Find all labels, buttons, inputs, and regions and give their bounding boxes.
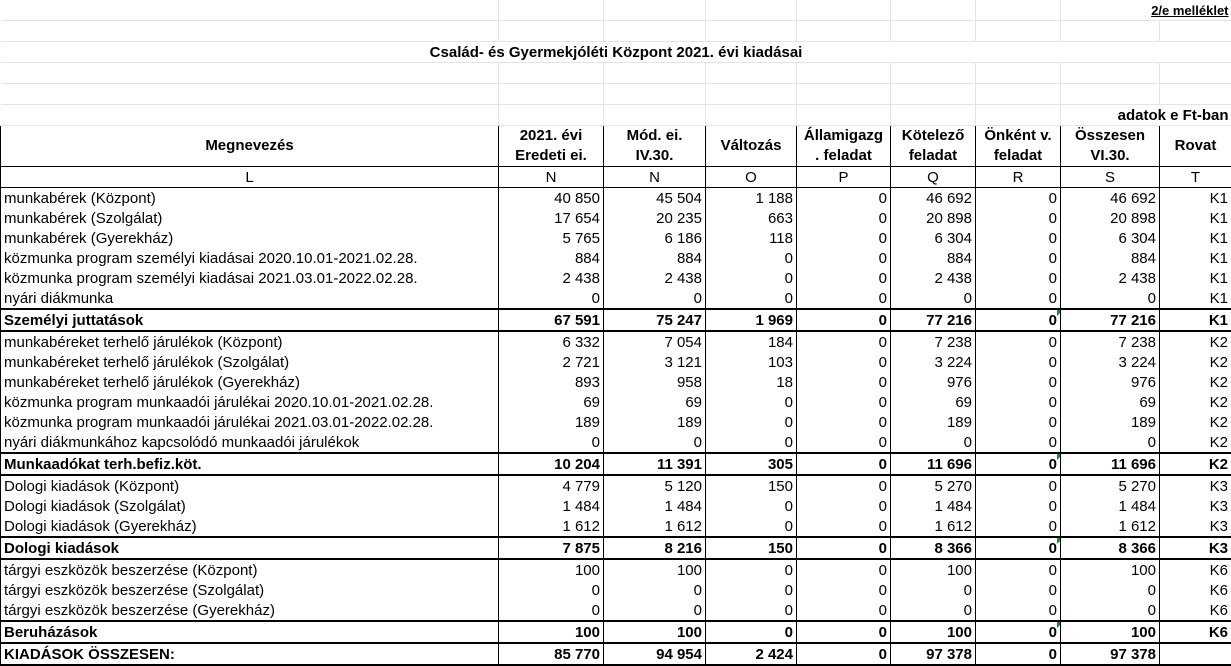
value-cell: 0	[797, 248, 891, 268]
column-letter: O	[706, 167, 797, 188]
rovat-cell	[1160, 643, 1231, 665]
value-cell: 0	[976, 188, 1061, 209]
subtotal-row	[1, 309, 1231, 331]
column-letter: N	[604, 167, 706, 188]
value-cell: 0	[706, 288, 797, 309]
rovat-cell: K1	[1160, 268, 1231, 288]
rovat-cell: K2	[1160, 432, 1231, 453]
value-cell: 0	[604, 580, 706, 600]
value-cell: 0	[1061, 432, 1160, 453]
rovat-cell: K6	[1160, 559, 1231, 580]
value-cell: 6 304	[891, 228, 976, 248]
value-cell: 0	[706, 248, 797, 268]
header-row	[1, 126, 1231, 167]
value-cell: 189	[1061, 412, 1160, 432]
value-cell: 0	[976, 352, 1061, 372]
annex-label: 2/e melléklet	[1061, 0, 1231, 21]
value-cell: 0	[976, 621, 1061, 643]
subtotal-row	[1, 453, 1231, 475]
value-cell: 0	[976, 288, 1061, 309]
value-cell: 7 875	[499, 537, 604, 559]
value-cell: 0	[976, 392, 1061, 412]
value-cell: 0	[706, 432, 797, 453]
value-cell: 0	[797, 392, 891, 412]
value-cell: 69	[604, 392, 706, 412]
title-row	[1, 42, 1231, 63]
column-letter: Q	[891, 167, 976, 188]
value-cell: 1 188	[706, 188, 797, 209]
value-cell: 5 270	[1061, 475, 1160, 496]
value-cell: 0	[706, 559, 797, 580]
table-row	[1, 580, 1231, 600]
value-cell: 20 898	[891, 208, 976, 228]
row-label: tárgyi eszközök beszerzése (Szolgálat)	[1, 580, 499, 600]
value-cell: 46 692	[891, 188, 976, 209]
rovat-cell: K1	[1160, 248, 1231, 268]
value-cell: 0	[1061, 600, 1160, 621]
rovat-cell: K1	[1160, 208, 1231, 228]
subtotal-row	[1, 621, 1231, 643]
value-cell: 0	[706, 580, 797, 600]
row-label: munkabéreket terhelő járulékok (Központ)	[1, 331, 499, 352]
table-row	[1, 248, 1231, 268]
value-cell: 4 779	[499, 475, 604, 496]
unit-note: adatok e Ft-ban	[1061, 105, 1231, 126]
table-row	[1, 496, 1231, 516]
value-cell: 0	[797, 621, 891, 643]
value-cell: 0	[499, 288, 604, 309]
rovat-cell: K3	[1160, 475, 1231, 496]
value-cell: 100	[604, 621, 706, 643]
value-cell: 884	[499, 248, 604, 268]
value-cell: 0	[706, 496, 797, 516]
value-cell: 1 612	[1061, 516, 1160, 537]
value-cell: 1 484	[891, 496, 976, 516]
header-cell: 2021. évi Eredeti ei.	[499, 126, 604, 167]
value-cell: 5 765	[499, 228, 604, 248]
value-cell: 11 696	[1061, 453, 1160, 475]
value-cell: 184	[706, 331, 797, 352]
table-row	[1, 352, 1231, 372]
table-row	[1, 228, 1231, 248]
table-row	[1, 516, 1231, 537]
value-cell: 0	[797, 453, 891, 475]
value-cell: 100	[891, 621, 976, 643]
value-cell: 189	[604, 412, 706, 432]
row-label: közmunka program munkaadói járulékai 2020.10.01-2021.02.28.	[1, 392, 499, 412]
row-label: közmunka program személyi kiadásai 2021.03.01-2022.02.28.	[1, 268, 499, 288]
value-cell: 893	[499, 372, 604, 392]
value-cell: 17 654	[499, 208, 604, 228]
row-label: tárgyi eszközök beszerzése (Központ)	[1, 559, 499, 580]
rovat-cell: K1	[1160, 228, 1231, 248]
value-cell: 100	[1061, 559, 1160, 580]
value-cell: 0	[797, 412, 891, 432]
subtotal-row	[1, 537, 1231, 559]
value-cell: 305	[706, 453, 797, 475]
value-cell: 85 770	[499, 643, 604, 665]
value-cell: 0	[976, 372, 1061, 392]
value-cell: 8 216	[604, 537, 706, 559]
column-letter: R	[976, 167, 1061, 188]
rovat-cell: K2	[1160, 352, 1231, 372]
table-row	[1, 288, 1231, 309]
row-label: nyári diákmunkához kapcsolódó munkaadói járulékok	[1, 432, 499, 453]
rovat-cell: K2	[1160, 412, 1231, 432]
value-cell: 2 721	[499, 352, 604, 372]
rovat-cell: K3	[1160, 496, 1231, 516]
value-cell: 0	[976, 228, 1061, 248]
value-cell: 69	[499, 392, 604, 412]
value-cell: 0	[797, 268, 891, 288]
value-cell: 69	[891, 392, 976, 412]
value-cell: 0	[976, 331, 1061, 352]
row-label: Dologi kiadások (Szolgálat)	[1, 496, 499, 516]
column-letter: P	[797, 167, 891, 188]
value-cell: 0	[706, 412, 797, 432]
row-label: tárgyi eszközök beszerzése (Gyerekház)	[1, 600, 499, 621]
value-cell: 0	[976, 516, 1061, 537]
rovat-cell: K2	[1160, 392, 1231, 412]
rovat-cell: K1	[1160, 309, 1231, 331]
value-cell: 46 692	[1061, 188, 1160, 209]
value-cell: 0	[797, 600, 891, 621]
value-cell: 0	[976, 475, 1061, 496]
rovat-cell: K2	[1160, 372, 1231, 392]
row-label: Dologi kiadások (Gyerekház)	[1, 516, 499, 537]
row-label: Beruházások	[1, 621, 499, 643]
value-cell: 0	[797, 208, 891, 228]
value-cell: 0	[976, 208, 1061, 228]
value-cell: 77 216	[1061, 309, 1160, 331]
row-label: közmunka program munkaadói járulékai 2021.03.01-2022.02.28.	[1, 412, 499, 432]
table-row	[1, 600, 1231, 621]
header-cell: Rovat	[1160, 126, 1231, 167]
rovat-cell: K2	[1160, 331, 1231, 352]
value-cell: 976	[1061, 372, 1160, 392]
value-cell: 100	[499, 559, 604, 580]
rovat-cell: K2	[1160, 453, 1231, 475]
value-cell: 6 332	[499, 331, 604, 352]
table-row	[1, 268, 1231, 288]
header-cell: Mód. ei. IV.30.	[604, 126, 706, 167]
value-cell: 0	[976, 248, 1061, 268]
value-cell: 69	[1061, 392, 1160, 412]
annex-row	[1, 0, 1231, 21]
value-cell: 0	[797, 559, 891, 580]
value-cell: 150	[706, 537, 797, 559]
unit-row	[1, 105, 1231, 126]
value-cell: 0	[604, 432, 706, 453]
header-cell: Kötelező feladat	[891, 126, 976, 167]
value-cell: 0	[797, 228, 891, 248]
value-cell: 11 391	[604, 453, 706, 475]
row-label: Dologi kiadások (Központ)	[1, 475, 499, 496]
row-label: munkabérek (Központ)	[1, 188, 499, 209]
table-row	[1, 432, 1231, 453]
table-row	[1, 559, 1231, 580]
row-label: közmunka program személyi kiadásai 2020.10.01-2021.02.28.	[1, 248, 499, 268]
page-title: Család- és Gyermekjóléti Központ 2021. évi kiadásai	[1, 42, 1231, 63]
value-cell: 8 366	[1061, 537, 1160, 559]
value-cell: 0	[499, 432, 604, 453]
value-cell: 5 270	[891, 475, 976, 496]
table-row	[1, 412, 1231, 432]
header-cell: Megnevezés	[1, 126, 499, 167]
rovat-cell: K3	[1160, 516, 1231, 537]
value-cell: 0	[797, 352, 891, 372]
row-label: Munkaadókat terh.befiz.köt.	[1, 453, 499, 475]
value-cell: 103	[706, 352, 797, 372]
value-cell: 1 969	[706, 309, 797, 331]
column-letter: N	[499, 167, 604, 188]
table-row	[1, 475, 1231, 496]
value-cell: 663	[706, 208, 797, 228]
value-cell: 189	[499, 412, 604, 432]
value-cell: 0	[604, 600, 706, 621]
column-letter: T	[1160, 167, 1231, 188]
column-letter: S	[1061, 167, 1160, 188]
value-cell: 0	[706, 600, 797, 621]
value-cell: 0	[797, 516, 891, 537]
value-cell: 0	[797, 309, 891, 331]
value-cell: 6 304	[1061, 228, 1160, 248]
row-label: munkabéreket terhelő járulékok (Szolgálat)	[1, 352, 499, 372]
value-cell: 0	[891, 288, 976, 309]
value-cell: 2 438	[499, 268, 604, 288]
table-row	[1, 188, 1231, 209]
value-cell: 1 484	[1061, 496, 1160, 516]
value-cell: 0	[797, 288, 891, 309]
value-cell: 976	[891, 372, 976, 392]
value-cell: 0	[976, 580, 1061, 600]
value-cell: 40 850	[499, 188, 604, 209]
table-row	[1, 392, 1231, 412]
value-cell: 0	[976, 268, 1061, 288]
value-cell: 0	[976, 412, 1061, 432]
value-cell: 1 484	[604, 496, 706, 516]
value-cell: 0	[976, 432, 1061, 453]
row-label: munkabéreket terhelő járulékok (Gyerekház)	[1, 372, 499, 392]
value-cell: 8 366	[891, 537, 976, 559]
value-cell: 18	[706, 372, 797, 392]
value-cell: 118	[706, 228, 797, 248]
value-cell: 100	[604, 559, 706, 580]
value-cell: 3 121	[604, 352, 706, 372]
value-cell: 1 612	[499, 516, 604, 537]
row-label: Dologi kiadások	[1, 537, 499, 559]
header-cell: Összesen VI.30.	[1061, 126, 1160, 167]
rovat-cell: K6	[1160, 580, 1231, 600]
value-cell: 0	[976, 600, 1061, 621]
value-cell: 10 204	[499, 453, 604, 475]
value-cell: 75 247	[604, 309, 706, 331]
header-cell: Változás	[706, 126, 797, 167]
value-cell: 67 591	[499, 309, 604, 331]
value-cell: 0	[706, 516, 797, 537]
value-cell: 77 216	[891, 309, 976, 331]
value-cell: 7 238	[1061, 331, 1160, 352]
value-cell: 0	[976, 643, 1061, 665]
column-letter: L	[1, 167, 499, 188]
value-cell: 0	[891, 432, 976, 453]
value-cell: 0	[706, 392, 797, 412]
row-label: KIADÁSOK ÖSSZESEN:	[1, 643, 499, 665]
value-cell: 884	[604, 248, 706, 268]
value-cell: 0	[604, 288, 706, 309]
value-cell: 100	[891, 559, 976, 580]
value-cell: 94 954	[604, 643, 706, 665]
value-cell: 5 120	[604, 475, 706, 496]
value-cell: 0	[976, 309, 1061, 331]
rovat-cell: K6	[1160, 600, 1231, 621]
value-cell: 97 378	[1061, 643, 1160, 665]
value-cell: 0	[891, 600, 976, 621]
value-cell: 7 238	[891, 331, 976, 352]
value-cell: 0	[797, 372, 891, 392]
value-cell: 0	[797, 188, 891, 209]
value-cell: 2 438	[604, 268, 706, 288]
value-cell: 0	[797, 475, 891, 496]
value-cell: 0	[797, 496, 891, 516]
value-cell: 20 898	[1061, 208, 1160, 228]
header-cell: Államigazg . feladat	[797, 126, 891, 167]
value-cell: 150	[706, 475, 797, 496]
value-cell: 0	[797, 432, 891, 453]
value-cell: 0	[499, 580, 604, 600]
value-cell: 0	[976, 496, 1061, 516]
row-label: Személyi juttatások	[1, 309, 499, 331]
value-cell: 0	[499, 600, 604, 621]
value-cell: 0	[976, 537, 1061, 559]
row-label: munkabérek (Szolgálat)	[1, 208, 499, 228]
value-cell: 11 696	[891, 453, 976, 475]
value-cell: 1 484	[499, 496, 604, 516]
value-cell: 884	[891, 248, 976, 268]
rovat-cell: K3	[1160, 537, 1231, 559]
value-cell: 0	[976, 559, 1061, 580]
value-cell: 0	[706, 621, 797, 643]
value-cell: 958	[604, 372, 706, 392]
value-cell: 0	[797, 331, 891, 352]
value-cell: 0	[891, 580, 976, 600]
value-cell: 20 235	[604, 208, 706, 228]
value-cell: 3 224	[1061, 352, 1160, 372]
value-cell: 7 054	[604, 331, 706, 352]
value-cell: 2 438	[891, 268, 976, 288]
value-cell: 0	[1061, 580, 1160, 600]
rovat-cell: K6	[1160, 621, 1231, 643]
table-row	[1, 372, 1231, 392]
rovat-cell: K1	[1160, 188, 1231, 209]
header-cell: Önként v. feladat	[976, 126, 1061, 167]
row-label: nyári diákmunka	[1, 288, 499, 309]
value-cell: 2 424	[706, 643, 797, 665]
value-cell: 6 186	[604, 228, 706, 248]
rovat-cell: K1	[1160, 288, 1231, 309]
value-cell: 1 612	[604, 516, 706, 537]
column-letter-row	[1, 167, 1231, 188]
value-cell: 0	[1061, 288, 1160, 309]
value-cell: 884	[1061, 248, 1160, 268]
value-cell: 0	[797, 643, 891, 665]
value-cell: 3 224	[891, 352, 976, 372]
value-cell: 0	[706, 268, 797, 288]
table-row	[1, 208, 1231, 228]
value-cell: 0	[976, 453, 1061, 475]
value-cell: 2 438	[1061, 268, 1160, 288]
value-cell: 100	[499, 621, 604, 643]
row-label: munkabérek (Gyerekház)	[1, 228, 499, 248]
value-cell: 1 612	[891, 516, 976, 537]
total-row	[1, 643, 1231, 665]
value-cell: 97 378	[891, 643, 976, 665]
value-cell: 0	[797, 537, 891, 559]
value-cell: 189	[891, 412, 976, 432]
value-cell: 45 504	[604, 188, 706, 209]
table-row	[1, 331, 1231, 352]
value-cell: 0	[797, 580, 891, 600]
value-cell: 100	[1061, 621, 1160, 643]
